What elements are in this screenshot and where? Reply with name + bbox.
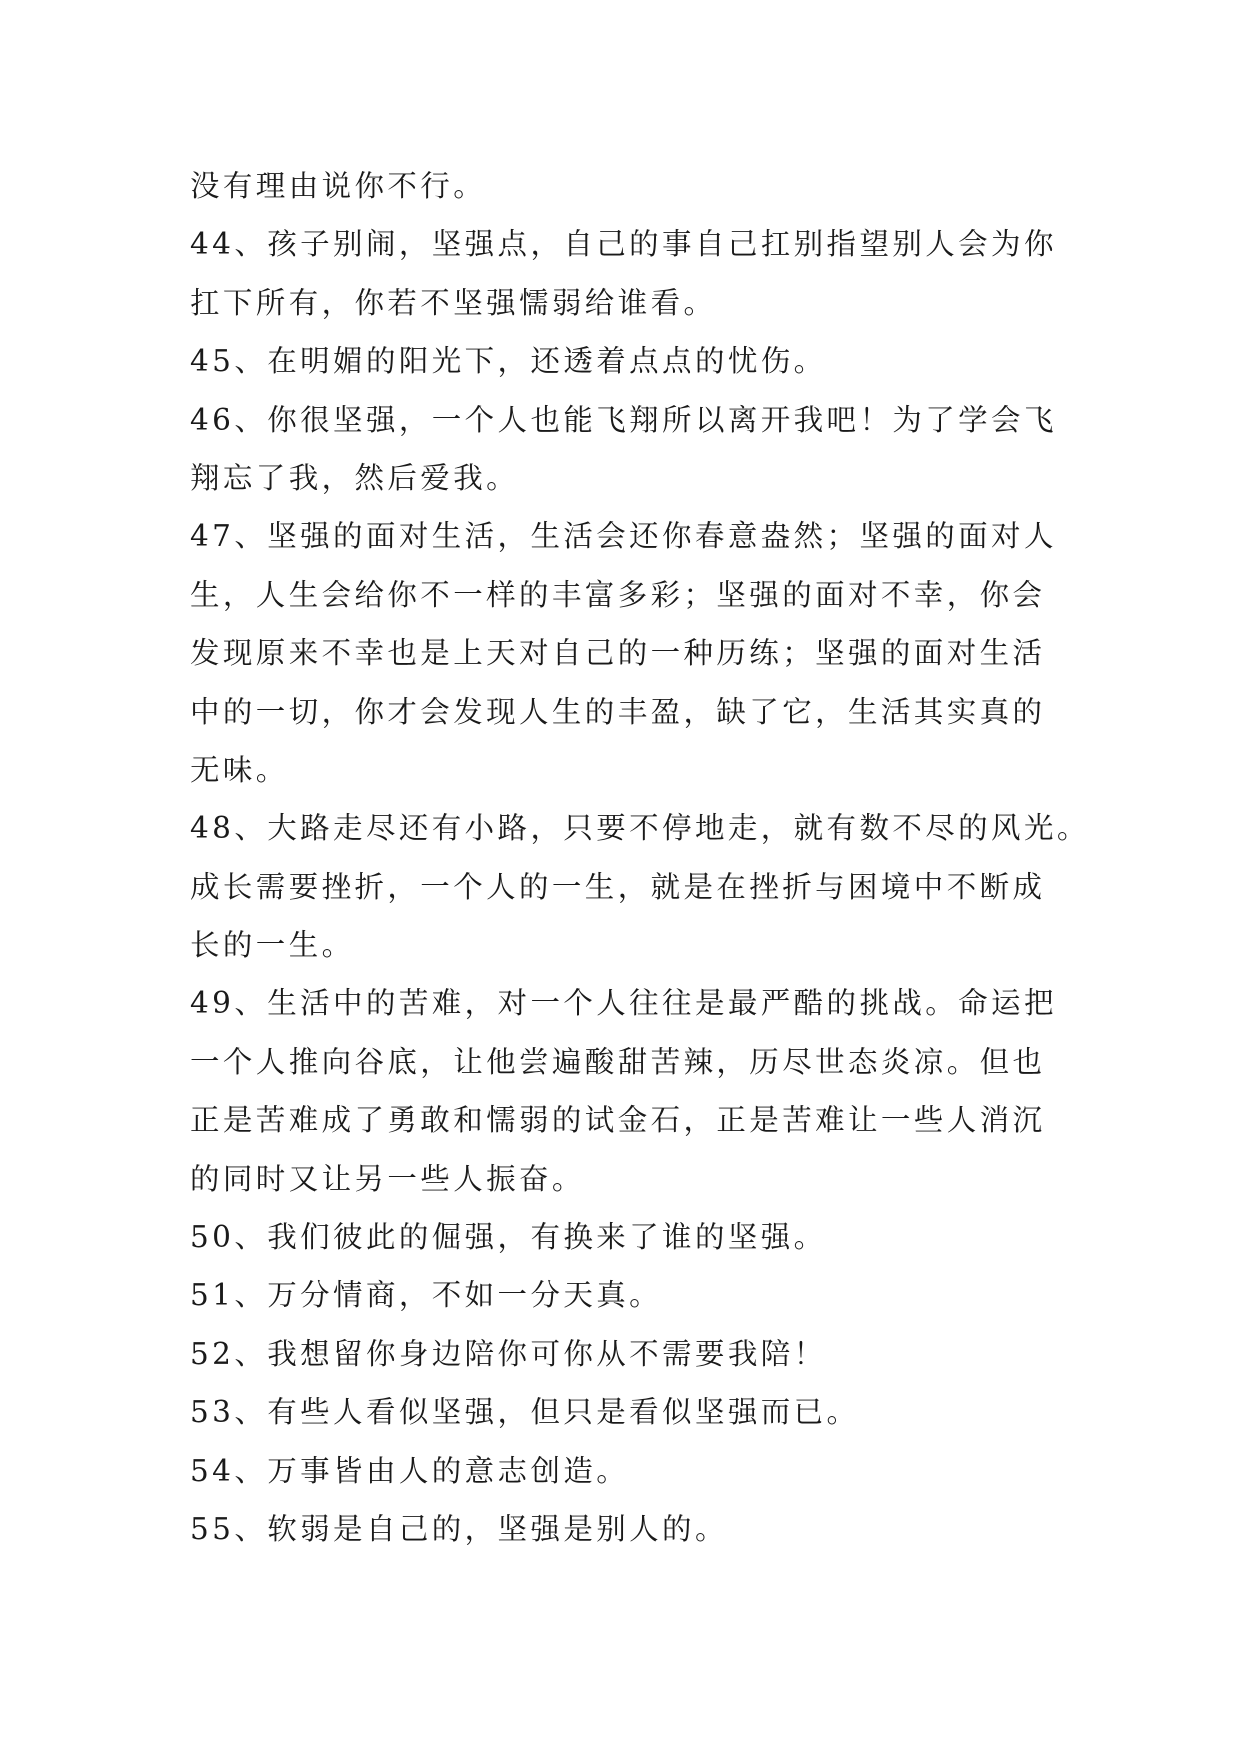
text-line: 长的一生。 <box>190 928 355 963</box>
paragraph-48 <box>190 799 1090 974</box>
text-line: 翔忘了我，然后爱我。 <box>190 460 520 495</box>
text-line: 47、坚强的面对生活，生活会还你春意盎然；坚强的面对人 <box>190 519 1057 554</box>
paragraph-54 <box>190 1442 1060 1500</box>
paragraph-44 <box>190 215 1060 332</box>
paragraph-47 <box>190 507 1060 799</box>
text-line: 44、孩子别闹，坚强点，自己的事自己扛别指望别人会为你 <box>190 227 1057 262</box>
paragraph-50 <box>190 1208 1060 1266</box>
paragraph-52 <box>190 1325 1060 1383</box>
paragraph-51 <box>190 1266 1060 1324</box>
text-line: 发现原来不幸也是上天对自己的一种历练；坚强的面对生活 <box>190 636 1046 671</box>
text-line: 中的一切，你才会发现人生的丰盈，缺了它，生活其实真的 <box>190 694 1046 729</box>
text-line: 无味。 <box>190 752 289 787</box>
text-line: 的同时又让另一些人振奋。 <box>190 1161 585 1196</box>
text-line: 生，人生会给你不一样的丰富多彩；坚强的面对不幸，你会 <box>190 577 1046 612</box>
text-line: 53、有些人看似坚强，但只是看似坚强而已。 <box>190 1395 860 1430</box>
text-line: 55、软弱是自己的，坚强是别人的。 <box>190 1511 728 1546</box>
paragraph-53 <box>190 1383 1060 1441</box>
text-line: 51、万分情商，不如一分天真。 <box>190 1278 663 1313</box>
text-line: 54、万事皆由人的意志创造。 <box>190 1453 630 1488</box>
paragraph-45 <box>190 332 1060 390</box>
paragraph-46 <box>190 391 1060 508</box>
text-line: 正是苦难成了勇敢和懦弱的试金石，正是苦难让一些人消沉 <box>190 1103 1046 1138</box>
document-body <box>190 157 1090 1558</box>
paragraph <box>190 157 1060 215</box>
text-line: 46、你很坚强，一个人也能飞翔所以离开我吧！为了学会飞 <box>190 402 1057 437</box>
text-line: 52、我想留你身边陪你可你从不需要我陪！ <box>190 1336 827 1371</box>
text-line: 成长需要挫折，一个人的一生，就是在挫折与困境中不断成 <box>190 869 1046 904</box>
paragraph-49 <box>190 974 1060 1208</box>
text-line: 45、在明媚的阳光下，还透着点点的忧伤。 <box>190 344 827 379</box>
text-line: 50、我们彼此的倔强，有换来了谁的坚强。 <box>190 1220 827 1255</box>
text-line: 48、大路走尽还有小路，只要不停地走，就有数不尽的风光。 <box>190 811 1090 846</box>
text-line: 49、生活中的苦难，对一个人往往是最严酷的挑战。命运把 <box>190 986 1057 1021</box>
text-line: 一个人推向谷底，让他尝遍酸甜苦辣，历尽世态炎凉。但也 <box>190 1044 1046 1079</box>
text-line: 扛下所有，你若不坚强懦弱给谁看。 <box>190 285 717 320</box>
text-line: 没有理由说你不行。 <box>190 169 487 203</box>
paragraph-55 <box>190 1500 1060 1558</box>
